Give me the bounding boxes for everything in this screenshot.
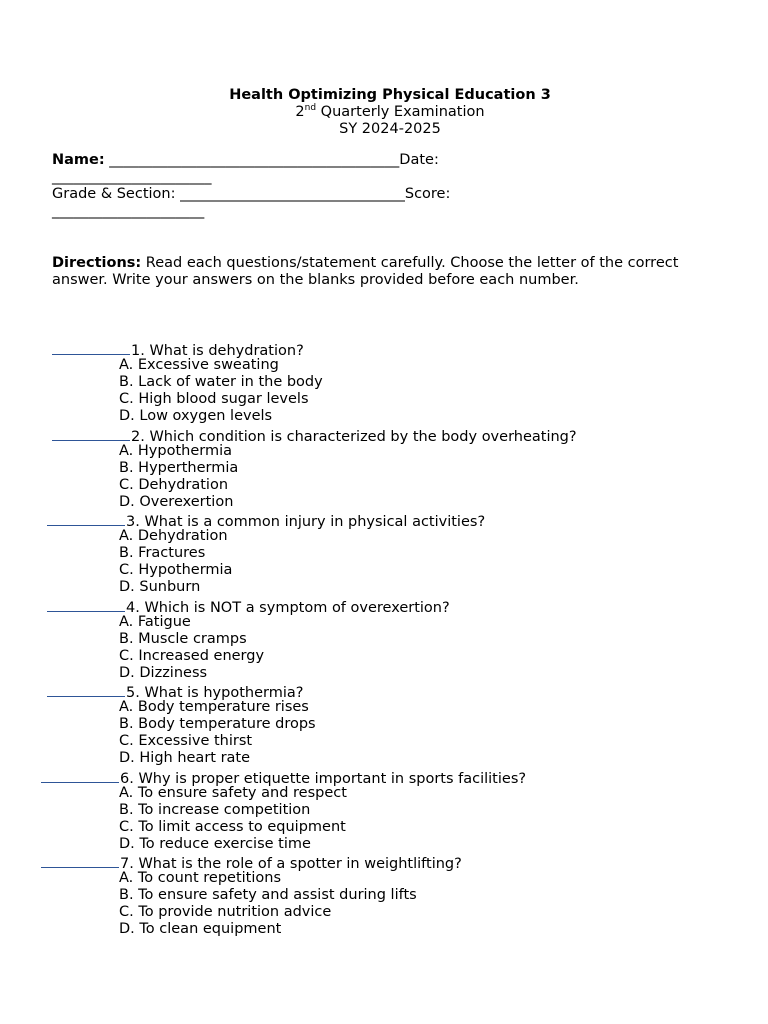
question-text: 1. What is dehydration? bbox=[131, 343, 304, 359]
answer-option: D. High heart rate bbox=[119, 750, 251, 767]
answer-blank[interactable] bbox=[47, 682, 125, 697]
answer-option: A. Body temperature rises bbox=[119, 699, 309, 716]
answer-blank[interactable] bbox=[47, 597, 125, 612]
answer-option: B. Hyperthermia bbox=[119, 459, 239, 476]
answer-option: A. Excessive sweating bbox=[119, 357, 279, 374]
grade-label: Grade & Section: bbox=[52, 186, 181, 202]
date-field[interactable]: ______________________ bbox=[52, 169, 212, 185]
question-text: 3. What is a common injury in physical activities? bbox=[126, 514, 486, 530]
grade-field[interactable]: _______________________________ bbox=[180, 186, 405, 202]
answer-option: B. To ensure safety and assist during lifts bbox=[119, 887, 417, 904]
answer-option: A. Fatigue bbox=[119, 613, 191, 630]
school-year: SY 2024-2025 bbox=[339, 121, 441, 137]
answer-option: A. To ensure safety and respect bbox=[119, 784, 347, 801]
name-date-row bbox=[52, 152, 439, 169]
directions-text: Read each questions/statement carefully. Choose the letter of the correct answer. Write your answers on the blanks provided before each number. bbox=[52, 255, 679, 288]
answer-option: C. To limit access to equipment bbox=[119, 818, 346, 835]
answer-option: C. Dehydration bbox=[119, 476, 229, 493]
quarter-suffix: nd bbox=[304, 103, 317, 114]
exam-header bbox=[0, 87, 768, 138]
answer-option: D. To reduce exercise time bbox=[119, 835, 311, 852]
answer-option: D. Low oxygen levels bbox=[119, 408, 273, 425]
answer-option: D. To clean equipment bbox=[119, 921, 282, 938]
directions bbox=[52, 255, 692, 289]
answer-blank[interactable] bbox=[41, 768, 119, 783]
answer-option: B. Muscle cramps bbox=[119, 630, 247, 647]
answer-option: C. Increased energy bbox=[119, 647, 265, 664]
exam-title: Health Optimizing Physical Education 3 bbox=[229, 87, 551, 103]
answer-blank[interactable] bbox=[52, 426, 130, 441]
answer-option: A. Dehydration bbox=[119, 528, 228, 545]
answer-option: A. To count repetitions bbox=[119, 870, 282, 887]
answer-option: D. Sunburn bbox=[119, 579, 201, 596]
grade-score-row bbox=[52, 186, 450, 203]
answer-blank[interactable] bbox=[47, 511, 125, 526]
answer-option: B. Fractures bbox=[119, 545, 206, 562]
quarter-text: Quarterly Examination bbox=[316, 104, 485, 120]
question-4 bbox=[47, 597, 450, 617]
answer-option: C. Hypothermia bbox=[119, 562, 233, 579]
quarter-number: 2 bbox=[295, 104, 305, 120]
answer-option: C. To provide nutrition advice bbox=[119, 904, 332, 921]
question-text: 5. What is hypothermia? bbox=[126, 685, 304, 701]
answer-blank[interactable] bbox=[41, 853, 119, 868]
score-label: Score: bbox=[404, 186, 451, 202]
answer-option: A. Hypothermia bbox=[119, 442, 232, 459]
name-field[interactable]: ________________________________________ bbox=[104, 152, 400, 168]
answer-option: B. Lack of water in the body bbox=[119, 374, 323, 391]
date-label: Date: bbox=[399, 152, 439, 168]
answer-blank[interactable] bbox=[52, 340, 130, 355]
name-label: Name: bbox=[52, 152, 105, 168]
answer-option: C. Excessive thirst bbox=[119, 733, 253, 750]
score-field[interactable]: _____________________ bbox=[52, 203, 205, 219]
question-text: 6. Why is proper etiquette important in sports facilities? bbox=[120, 770, 527, 787]
answer-option: D. Dizziness bbox=[119, 664, 208, 681]
answer-option: C. High blood sugar levels bbox=[119, 391, 309, 408]
exam-quarter bbox=[0, 104, 768, 121]
answer-option: B. Body temperature drops bbox=[119, 716, 316, 733]
answer-option: D. Overexertion bbox=[119, 493, 234, 510]
question-text: 2. Which condition is characterized by the body overheating? bbox=[131, 428, 577, 445]
question-text: 4. Which is NOT a symptom of overexertion? bbox=[126, 599, 450, 616]
question-3 bbox=[47, 511, 485, 531]
question-text: 7. What is the role of a spotter in weightlifting? bbox=[120, 856, 462, 872]
answer-option: B. To increase competition bbox=[119, 801, 311, 818]
directions-label: Directions: bbox=[52, 255, 142, 271]
